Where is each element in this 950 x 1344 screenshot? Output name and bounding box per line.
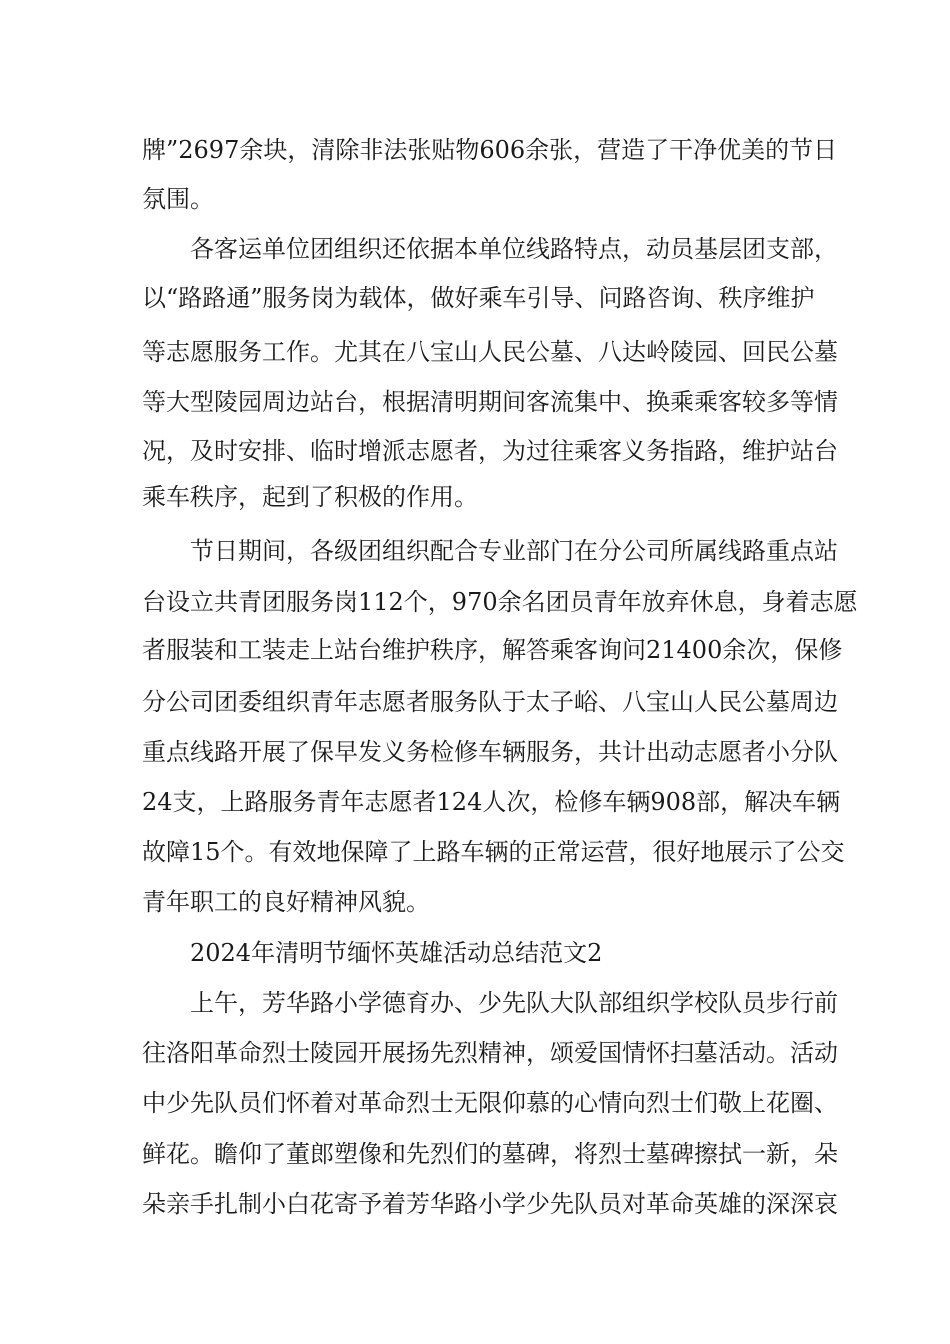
paragraph-1-line-2: 氛围。 bbox=[142, 185, 214, 213]
paragraph-2-line-1: 各客运单位团组织还依据本单位线路特点，动员基层团支部， bbox=[190, 235, 838, 263]
paragraph-4-line-1: 上午，芳华路小学德育办、少先队大队部组织学校队员步行前 bbox=[190, 989, 838, 1017]
paragraph-3-line-5: 重点线路开展了保早发义务检修车辆服务，共计出动志愿者小分队 bbox=[142, 738, 838, 766]
paragraph-2-line-4: 等大型陵园周边站台，根据清明期间客流集中、换乘乘客较多等情 bbox=[142, 388, 838, 416]
paragraph-2-line-5: 况，及时安排、临时增派志愿者，为过往乘客义务指路，维护站台 bbox=[142, 437, 838, 465]
paragraph-2-line-2: 以“路路通”服务岗为载体，做好乘车引导、问路咨询、秩序维护 bbox=[142, 284, 815, 312]
paragraph-4-line-5: 朵亲手扎制小白花寄予着芳华路小学少先队员对革命英雄的深深哀 bbox=[142, 1190, 838, 1218]
paragraph-3-line-3: 者服装和工装走上站台维护秩序，解答乘客询问21400余次，保修 bbox=[142, 636, 843, 664]
paragraph-3-line-1: 节日期间，各级团组织配合专业部门在分公司所属线路重点站 bbox=[190, 537, 838, 565]
section-heading: 2024年清明节缅怀英雄活动总结范文2 bbox=[190, 939, 603, 967]
paragraph-3-line-4: 分公司团委组织青年志愿者服务队于太子峪、八宝山人民公墓周边 bbox=[142, 688, 838, 716]
paragraph-2-line-3: 等志愿服务工作。尤其在八宝山人民公墓、八达岭陵园、回民公墓 bbox=[142, 338, 838, 366]
paragraph-4-line-2: 往洛阳革命烈士陵园开展扬先烈精神，颂爱国情怀扫墓活动。活动 bbox=[142, 1039, 838, 1067]
paragraph-3-line-8: 青年职工的良好精神风貌。 bbox=[142, 888, 430, 916]
paragraph-3-line-6: 24支，上路服务青年志愿者124人次，检修车辆908部，解决车辆 bbox=[142, 788, 841, 816]
paragraph-2-line-6: 乘车秩序，起到了积极的作用。 bbox=[142, 483, 478, 511]
paragraph-4-line-4: 鲜花。瞻仰了董郎塑像和先烈们的墓碑，将烈士墓碑擦拭一新，朵 bbox=[142, 1140, 838, 1168]
paragraph-1-line-1: 牌”2697余块，清除非法张贴物606余张，营造了干净优美的节日 bbox=[142, 136, 838, 164]
paragraph-4-line-3: 中少先队员们怀着对革命烈士无限仰慕的心情向烈士们敬上花圈、 bbox=[142, 1089, 838, 1117]
paragraph-3-line-2: 台设立共青团服务岗112个，970余名团员青年放弃休息，身着志愿 bbox=[142, 588, 858, 616]
paragraph-3-line-7: 故障15个。有效地保障了上路车辆的正常运营，很好地展示了公交 bbox=[142, 838, 845, 866]
